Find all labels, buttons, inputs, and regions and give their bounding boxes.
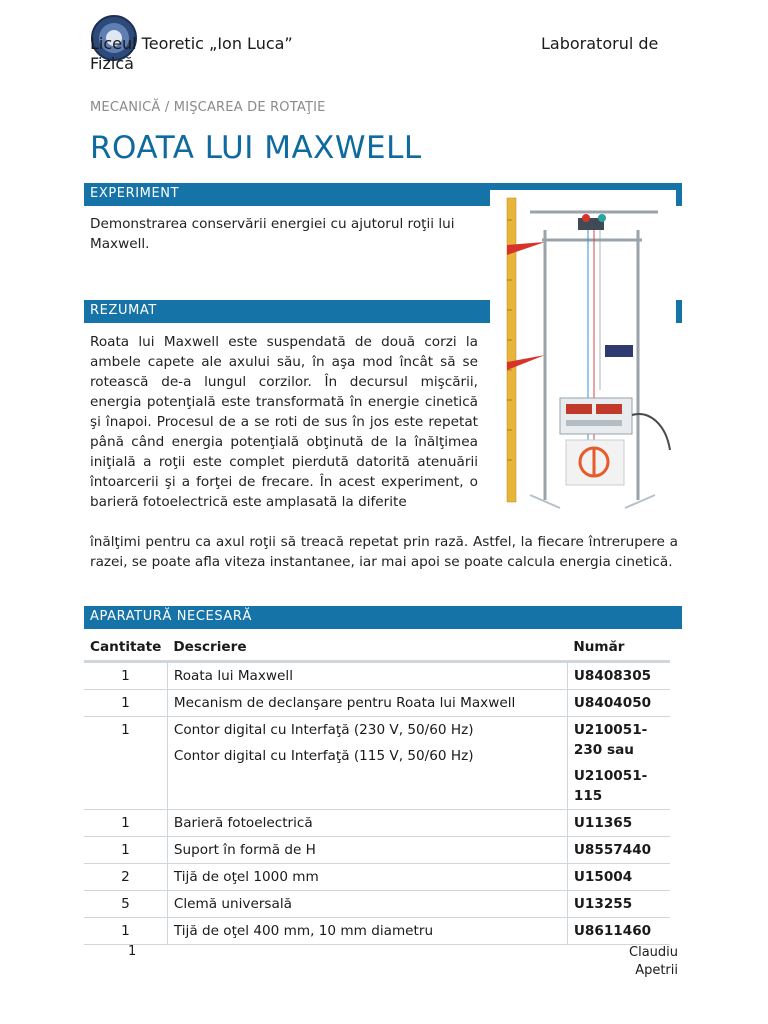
catalog-number: U210051-115 [573, 768, 648, 804]
section-bar-summary [84, 300, 490, 323]
column-header-quantity: Cantitate [90, 639, 162, 655]
experiment-text: Demonstrarea conservării energiei cu ajutorul roţii lui Maxwell. [90, 216, 455, 252]
cell-description [167, 662, 567, 690]
cell-quantity: 1 [84, 810, 167, 837]
catalog-number: U13255 [573, 896, 633, 912]
table-row [84, 918, 670, 945]
catalog-number: U15004 [573, 869, 633, 885]
description-line: Tijă de oţel 400 mm, 10 mm diametru [173, 923, 434, 939]
cell-description [167, 918, 567, 945]
section-bar-summary-edge [676, 300, 682, 323]
footer-author: Claudiu Apetrii [629, 945, 678, 978]
catalog-number: U210051-230 sau [573, 722, 648, 758]
table-row [84, 810, 670, 837]
cell-number [567, 891, 670, 918]
cell-description [167, 690, 567, 717]
description-line: Contor digital cu Interfaţă (230 V, 50/60 Hz) [173, 722, 474, 738]
summary-text-beside-photo: Roata lui Maxwell este suspendată de două corzi la ambele capete ale axului său, în aşa mod încât să se rotească de-a lungul corzilor. În decursul mişcării, energia potenţială este transformată în energie cinetică şi înapoi. Procesul de a se roti de sus în jos este repetat până când energia potenţială obţinută de la înălţimea iniţială a roţii este complet pierdută datorită atenuării întoarcerii şi a forţei de frecare. În acest experiment, o barieră fotoelectrică este amplasată la diferite [90, 334, 478, 510]
breadcrumb: MECANICĂ / MIŞCAREA DE ROTAŢIE [90, 100, 326, 115]
catalog-number: U8611460 [573, 923, 652, 939]
column-header-description: Descriere [173, 639, 247, 655]
cell-description [167, 717, 567, 810]
table-row [84, 837, 670, 864]
cell-quantity: 1 [84, 690, 167, 717]
table-row [84, 690, 670, 717]
description-line: Suport în formă de H [173, 842, 316, 858]
catalog-number: U11365 [573, 815, 633, 831]
cell-number [567, 810, 670, 837]
cell-quantity: 1 [84, 662, 167, 690]
page-title: ROATA LUI MAXWELL [90, 130, 422, 166]
cell-description [167, 810, 567, 837]
cell-description [167, 891, 567, 918]
description-line: Mecanism de declanşare pentru Roata lui Maxwell [173, 695, 516, 711]
catalog-number: U8408305 [573, 668, 652, 684]
table-row [84, 662, 670, 690]
cell-quantity: 2 [84, 864, 167, 891]
cell-quantity: 5 [84, 891, 167, 918]
cell-number [567, 662, 670, 690]
section-label-experiment: EXPERIMENT [90, 186, 180, 201]
cell-number [567, 864, 670, 891]
section-label-equipment: APARATURĂ NECESARĂ [90, 609, 253, 624]
column-header-number: Număr [573, 639, 625, 655]
cell-quantity: 1 [84, 717, 167, 810]
catalog-number: U8404050 [573, 695, 652, 711]
cell-number [567, 918, 670, 945]
header-lab-name: Laboratorul de [541, 34, 659, 53]
description-line: Barieră fotoelectrică [173, 815, 313, 831]
description-line: Contor digital cu Interfaţă (115 V, 50/60 Hz) [173, 748, 474, 764]
description-line: Clemă universală [173, 896, 292, 912]
cell-description [167, 837, 567, 864]
table-header-row [84, 634, 670, 662]
table-row [84, 717, 670, 810]
summary-text-part1 [90, 332, 478, 512]
cell-number [567, 837, 670, 864]
header-school-name: Liceul Teoretic „Ion Luca” Fizică [90, 34, 293, 73]
cell-description [167, 864, 567, 891]
description-line: Tijă de oţel 1000 mm [173, 869, 319, 885]
cell-quantity: 1 [84, 837, 167, 864]
header-lab-continuation: Fizică [90, 54, 134, 73]
cell-number [567, 717, 670, 810]
description-line: Roata lui Maxwell [173, 668, 293, 684]
cell-quantity: 1 [84, 918, 167, 945]
table-row [84, 891, 670, 918]
table-row [84, 864, 670, 891]
cell-number [567, 690, 670, 717]
equipment-table [84, 634, 670, 945]
catalog-number: U8557440 [573, 842, 652, 858]
section-label-summary: REZUMAT [90, 303, 157, 318]
summary-text-part2 [90, 532, 678, 572]
section-bar-equipment [84, 606, 682, 629]
apparatus-photo [490, 190, 676, 522]
page-number: 1 [128, 944, 137, 959]
summary-text-full-width: înălţimi pentru ca axul roţii să treacă repetat prin rază. Astfel, la fiecare întrerupere a razei, se poate afla viteza instantanee, iar mai apoi se poate calcula energia cinetică. [90, 534, 678, 570]
